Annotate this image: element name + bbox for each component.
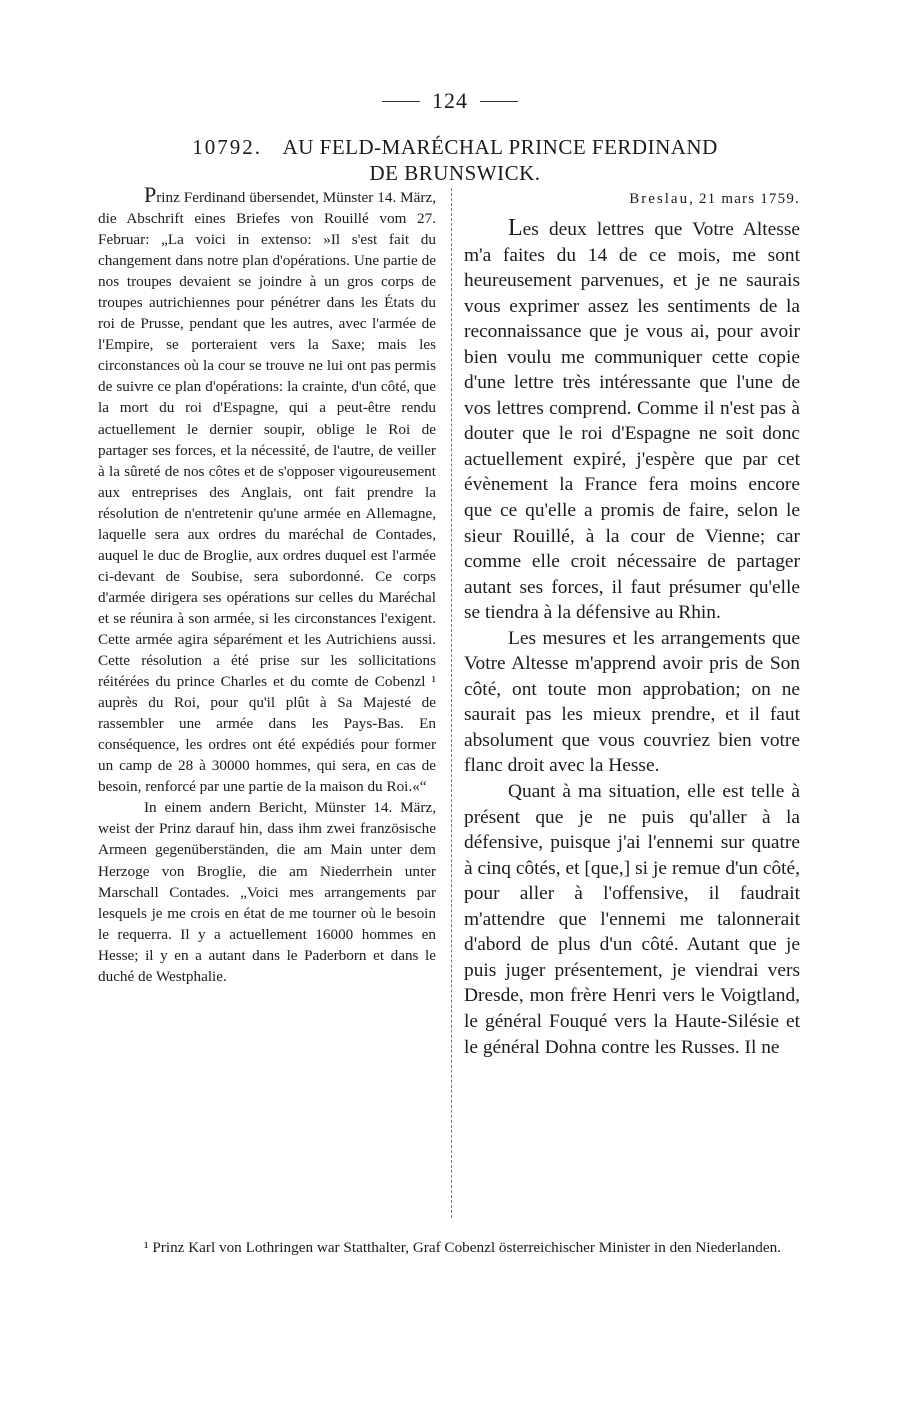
dateline-place: Breslau	[629, 191, 690, 207]
summary-column	[98, 184, 436, 987]
dateline	[464, 184, 800, 214]
summary-paragraph-2: In einem andern Bericht, Münster 14. März, weist der Prinz darauf hin, dass ihm zwei französische Armeen gegenüberständen, die am Main unter dem Herzoge von Broglie, die am Niederrhein unter Marschall Contades. „Voici mes arrangements par lesquels je me crois en état de me tourner où le besoin le requerra. Il y a actuellement 16000 hommes en Hesse; il y en a autant dans le Paderborn et dans le duché de Westphalie.	[98, 799, 436, 985]
letter-initial: L	[508, 215, 523, 241]
letter-number: 10792.	[192, 135, 262, 159]
rule-left	[382, 101, 420, 102]
heading-title-line1: AU FELD-MARÉCHAL PRINCE FERDINAND	[282, 135, 718, 159]
letter-paragraph-1-text: es deux lettres que Votre Altesse m'a faites du 14 de ce mois, me sont heureusement parvenues, et je ne saurais vous exprimer assez les sentiments de la reconnaissance que je vous ai, pour avoir bien voulu me communiquer cette copie d'une lettre très intéressante que l'une de vos lettres comprend. Comme il n'est pas à douter que le roi d'Espagne ne soit donc actuellement expiré, j'espère que par cet évènement la France fera moins encore que ce qu'elle a promis de faire, selon le sieur Rouillé, à la cour de Vienne; car comme elle croit nécessaire de partager autant ses forces, il faut présumer qu'elle se tiendra à la défensive au Rhin.	[464, 219, 800, 624]
footnote: ¹ Prinz Karl von Lothringen war Statthalter, Graf Cobenzl österreichischer Minister in den Niederlanden.	[144, 1239, 781, 1256]
letter-column	[464, 184, 800, 1060]
dateline-date: , 21 mars 1759.	[689, 191, 800, 207]
letter-paragraph-1	[464, 216, 800, 626]
letter-heading	[150, 134, 760, 186]
column-divider	[451, 188, 452, 1218]
summary-paragraph-1-text: rinz Ferdinand übersendet, Münster 14. März, die Abschrift eines Briefes von Rouillé vom 27. Februar: „La voici in extenso: »Il s'est fait du changement dans notre plan d'opérations. Une partie de nos troupes devaient se joindre à un gros corps de troupes autrichiennes pour pénétrer dans les États du roi de Prusse, pendant que les autres, avec l'armée de l'Empire, se porteraient vers la Saxe; mais les circonstances où la cour se trouve ne lui ont pas permis de suivre ce plan d'opérations: la crainte, d'un côté, que la mort du roi d'Espagne, qui a peut-être rendu actuellement le dernier soupir, oblige le Roi de partager ses forces, et la nécessité, de l'autre, de veiller à la sûreté de nos côtes et de s'opposer vigoureusement aux entreprises des Anglais, ont fait prendre la résolution de n'entretenir qu'une armée en Allemagne, laquelle sera aux ordres du maréchal de Contades, auquel le duc de Broglie, aux ordres duquel est l'armée ci-devant de Soubise, sera subordonné. Ce corps d'armée dirigera ses opérations sur celles du Maréchal et se réunira à son armée, si les circonstances l'exigent. Cette armée agira séparément et les Autrichiens aussi. Cette résolution a été prise sur les sollicitations réitérées du prince Charles et du comte de Cobenzl ¹ auprès du Roi, pour qu'il plût à Sa Majesté de rassembler une armée dans les Pays-Bas. En conséquence, les ordres ont été expédiés pour former un camp de 28 à 30000 hommes, qui sera, en cas de besoin, renforcé par une partie de la maison du Roi.«“	[98, 189, 436, 796]
summary-paragraph-1	[98, 184, 436, 797]
page-number: 124	[432, 88, 468, 113]
letter-paragraph-3: Quant à ma situation, elle est telle à présent que je ne puis qu'aller à la défensive, puisque j'ai l'ennemi sur quatre à cinq côtés, et [que,] si je remue d'un côté, pour aller à l'offensive, il faudrait m'attendre que l'ennemi me talonnerait d'abord de plus d'un côté. Autant que je puis juger présentement, je viendrai vers Dresde, mon frère Henri vers le Voigtland, le général Fouqué vers la Haute-Silésie et le général Dohna contre les Russes. Il ne	[464, 781, 800, 1058]
heading-title-line2: DE BRUNSWICK.	[369, 161, 541, 185]
letter-paragraph-2: Les mesures et les arrangements que Votre Altesse m'apprend avoir pris de Son côté, ont toute mon approbation; on ne saurait pas les mieux prendre, et il faut absolument que vous couvriez bien votre flanc droit avec la Hesse.	[464, 627, 800, 777]
page-number-row	[0, 88, 900, 114]
summary-initial: P	[144, 182, 157, 207]
rule-right	[480, 101, 518, 102]
